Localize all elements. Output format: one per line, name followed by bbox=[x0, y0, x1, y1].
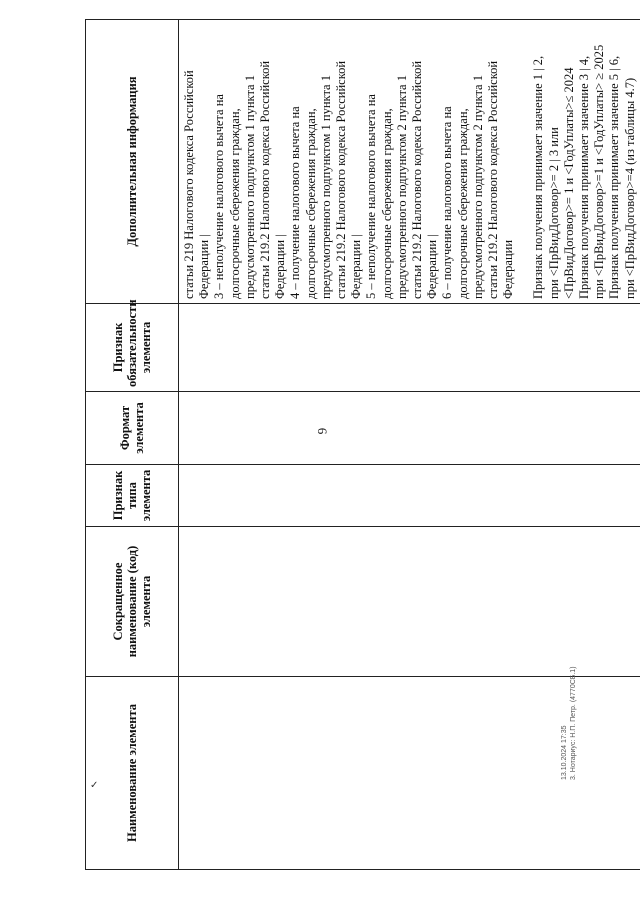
header-element-type: Признак типа элемента bbox=[86, 465, 179, 527]
page-number: 6 bbox=[315, 427, 330, 435]
handwritten-check-icon: ✓ bbox=[90, 780, 99, 791]
registration-stamp bbox=[560, 640, 578, 780]
cell-additional-info bbox=[179, 20, 640, 304]
stamp-line-2: 3. Нотариус: Н.П. Петр. (4770СБ.1) bbox=[570, 666, 577, 780]
elements-table bbox=[85, 19, 640, 870]
rotated-table-wrapper bbox=[85, 20, 637, 870]
header-required-flag: Признак обязательности элемента bbox=[86, 304, 179, 392]
table-header-row bbox=[86, 20, 179, 870]
header-short-name: Сокращенное наименование (код) элемента bbox=[86, 527, 179, 677]
header-additional-info: Дополнительная информация bbox=[86, 20, 179, 304]
cell-required-flag bbox=[179, 304, 640, 392]
info-block-values: статьи 219 Налогового кодекса Российской Федерации | 3 – неполучение налогового вычета на долгосрочные сбережения граждан, предусмотренного подпунктом 1 пункта 1 статьи 219.2 Налогового кодекса Российской Федерации | 4 – получение налогового вычета на долгосрочные сбережения граждан, предусмотренного подпунктом 1 пункта 1 статьи 219.2 Налогового кодекса Российской Федерации | 5 – неполучение налогового вычета на долгосрочные сбережения граждан, предусмотренного подпунктом 2 пункта 1 статьи 219.2 Налогового кодекса Российской Федерации | 6 – получение налогового вычета на долгосрочные сбережения граждан, предусмотренного подпунктом 2 пункта 1 статьи 219.2 Налогового кодекса Российской Федерации bbox=[182, 60, 516, 299]
cell-element-format bbox=[179, 392, 640, 465]
header-element-format: Формат элемента bbox=[86, 392, 179, 465]
header-element-name: Наименование элемента bbox=[86, 677, 179, 870]
stamp-line-1: 13.10.2024 17:35 bbox=[561, 725, 568, 780]
info-block-conditions: Признак получения принимает значение 1 | 2, при <ПрВидДоговор>= 2 | 3 или <ПрВидДоговор>= 1 и <ГодУплаты>≤ 2024 Признак получения принимает значение 3 | 4, при <ПрВидДоговор>=1 и <ГодУплаты> ≥ 2025 Признак получения принимает значение 5 | 6, при <ПрВидДоговор>=4 (из таблицы 4.7) bbox=[531, 44, 637, 299]
cell-element-type bbox=[179, 465, 640, 527]
info-gap bbox=[516, 24, 531, 299]
